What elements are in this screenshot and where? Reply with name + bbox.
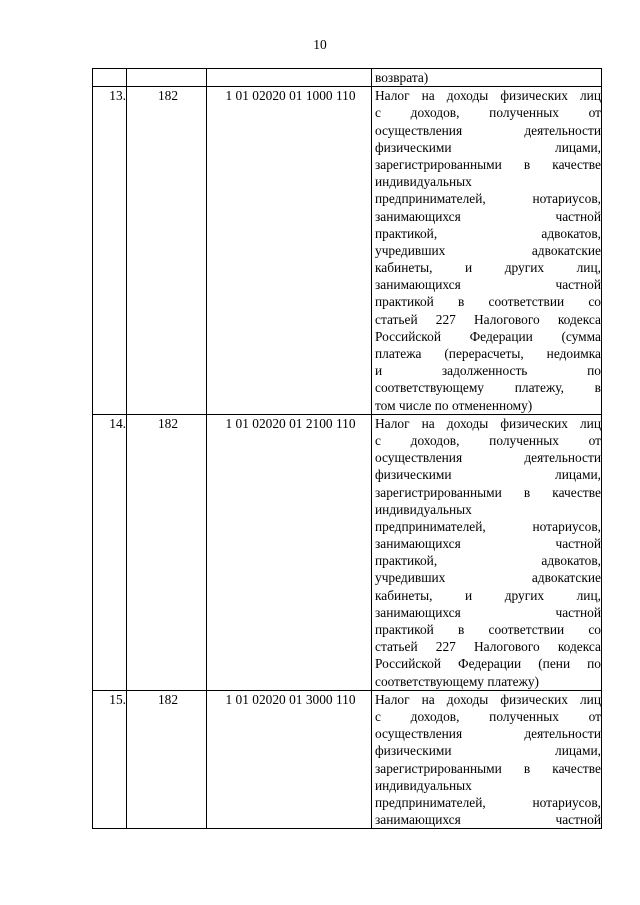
word: занимающихся [375,208,461,224]
word: со [588,622,601,637]
income-name-line [375,242,601,259]
word: качестве [552,156,601,172]
word: Федерации [469,328,533,344]
income-name-line [375,708,601,725]
cell-name [372,69,602,87]
word: физических [500,88,568,104]
income-name-line [375,655,601,672]
income-name-line [375,794,601,811]
word: предпринимателей, [375,518,486,534]
word: кодекса [557,311,601,327]
word: со [588,294,601,310]
justified-line [375,655,601,672]
word: 227 [435,311,456,327]
word: по [587,363,601,379]
income-name-line [375,122,601,139]
word: соответствующему [375,380,484,396]
word: (пени [538,656,571,672]
word: в [523,156,531,172]
word: на [421,88,435,104]
justified-line [375,259,601,276]
word: качестве [552,484,601,500]
income-name-line [375,87,601,104]
word: частной [555,536,601,552]
word: в [523,484,531,500]
justified-line [375,638,601,655]
word: в [458,294,465,310]
word: практикой, [375,225,438,241]
justified-line [375,345,601,362]
justified-line [375,621,601,638]
income-name-line [375,638,601,655]
word: от [588,708,601,724]
word: других [504,260,545,276]
income-name-line [375,484,601,501]
word: лиц [579,88,601,104]
justified-line [375,311,601,328]
word: физических [500,415,568,431]
cell-code [127,69,207,87]
justified-line [375,362,601,379]
justified-line [375,552,601,569]
word: адвокатские [531,242,601,258]
word: статьей [375,311,418,327]
word: лиц [579,691,601,707]
justified-line [375,208,601,225]
income-name-line: индивидуальных [375,174,472,190]
justified-line [375,518,601,535]
income-name-line [375,156,601,173]
word: с [375,708,381,724]
word: лицами, [555,743,601,759]
income-name-line [375,691,601,708]
word: зарегистрированными [375,156,502,172]
income-name-line: индивидуальных [375,501,472,517]
word: осуществления [375,726,463,742]
word: частной [555,604,601,620]
word: других [504,587,545,603]
income-name-line [375,259,601,276]
word: практикой [375,622,434,637]
income-name-line: том числе по отмененному) [375,397,533,413]
income-name-line [375,587,601,604]
income-name-line [375,760,601,777]
word: практикой [375,294,434,310]
word: платежа [375,346,422,361]
word: физическими [375,139,452,155]
word: в [594,380,601,396]
justified-line [375,379,601,396]
income-name-line [375,518,601,535]
word: и [465,260,473,276]
justified-line [375,604,601,621]
word: полученных [489,708,559,724]
income-name [372,87,602,415]
word: нотариусов, [532,794,601,810]
income-name-line [375,811,601,828]
word: физическими [375,743,452,759]
word: соответствии [488,622,565,637]
word: доходов, [410,708,460,724]
income-name-line [375,621,601,638]
word: платежу, [514,380,564,396]
income-name-line [375,604,601,621]
justified-line [375,811,601,828]
word: доходы [446,88,489,104]
income-name-line [375,293,601,310]
word: Федерации [457,656,522,672]
income-name-line [375,552,601,569]
word: частной [555,208,601,224]
word: в [458,622,465,637]
row-number: 14. [93,414,127,690]
word: от [588,105,601,121]
row-number: 13. [93,87,127,415]
word: 227 [435,639,456,655]
continuation-text: возврата) [375,70,429,85]
income-name-line [375,276,601,293]
word: кодекса [557,639,601,655]
justified-line [375,156,601,173]
word: качестве [552,760,601,776]
word: недоимка [546,346,601,361]
word: Налог [375,691,410,707]
income-name-line [375,190,601,207]
word: полученных [489,432,559,448]
justified-line [375,190,601,207]
administrator-code: 182 [127,414,207,690]
income-name-line [375,362,601,379]
word: Российской [375,656,441,672]
word: деятельности [524,726,601,742]
justified-line [375,794,601,811]
word: в [523,760,531,776]
income-name-line [375,328,601,345]
word: предпринимателей, [375,794,486,810]
word: адвокатские [531,570,601,586]
justified-line [375,742,601,759]
word: предпринимателей, [375,191,486,207]
word: на [421,691,435,707]
justified-line [375,87,601,104]
word: с [375,432,381,448]
word: задолженность [441,363,528,379]
word: учредивших [375,570,446,586]
word: лиц, [576,587,601,603]
cell-num [93,69,127,87]
word: от [588,432,601,448]
justified-line [375,535,601,552]
word: Налог [375,88,410,104]
income-name-line [375,449,601,466]
justified-line [375,293,601,310]
table-row [93,87,602,415]
word: кабинеты, [375,260,433,276]
word: деятельности [524,122,601,138]
word: нотариусов, [532,191,601,207]
justified-line [375,691,601,708]
justified-line [375,276,601,293]
cell-kbk [207,69,372,87]
word: осуществления [375,122,463,138]
justified-line [375,587,601,604]
word: деятельности [524,450,601,466]
word: доходы [446,691,489,707]
word: лиц, [576,260,601,276]
administrator-code: 182 [127,690,207,829]
word: занимающихся [375,812,461,828]
word: лицами, [555,467,601,483]
income-name-line [375,208,601,225]
word: на [421,415,435,431]
justified-line [375,466,601,483]
justified-line [375,484,601,501]
income-name-line [375,345,601,362]
justified-line [375,725,601,742]
income-name-line [375,742,601,759]
table-row [93,690,602,829]
word: занимающихся [375,277,461,293]
justified-line [375,139,601,156]
word: частной [555,812,601,828]
income-name-line: индивидуальных [375,777,472,793]
income-name-line [375,535,601,552]
word: по [587,656,601,672]
word: физическими [375,467,452,483]
word: доходы [446,415,489,431]
row-number: 15. [93,690,127,829]
justified-line [375,415,601,432]
income-name [372,690,602,829]
word: и [375,363,383,379]
income-name-line [375,725,601,742]
justified-line [375,569,601,586]
word: полученных [489,105,559,121]
word: (сумма [561,328,601,344]
justified-line [375,708,601,725]
word: Налог [375,415,410,431]
word: зарегистрированными [375,760,502,776]
word: Налогового [473,311,540,327]
table-row [93,414,602,690]
budget-classification-code: 1 01 02020 01 3000 110 [207,690,372,829]
word: соответствии [488,294,565,310]
justified-line [375,104,601,121]
word: адвокатов, [541,553,601,569]
income-name-line [375,432,601,449]
word: адвокатов, [541,225,601,241]
word: (перерасчеты, [444,346,524,361]
page-number: 10 [313,37,327,52]
word: занимающихся [375,604,461,620]
income-name-line [375,379,601,396]
word: осуществления [375,450,463,466]
word: Налогового [473,639,540,655]
word: учредивших [375,242,446,258]
word: практикой, [375,553,438,569]
justified-line [375,432,601,449]
word: с [375,105,381,121]
budget-classification-table [92,68,602,829]
income-name-line [375,311,601,328]
justified-line [375,328,601,345]
income-name-line [375,225,601,242]
word: статьей [375,639,418,655]
income-name-line [375,415,601,432]
word: зарегистрированными [375,484,502,500]
word: частной [555,277,601,293]
income-name-line: соответствующему платежу) [375,673,539,689]
income-name-line [375,104,601,121]
budget-classification-code: 1 01 02020 01 1000 110 [207,87,372,415]
word: лиц [579,415,601,431]
word: занимающихся [375,536,461,552]
word: кабинеты, [375,587,433,603]
income-name-line [375,139,601,156]
justified-line [375,122,601,139]
word: лицами, [555,139,601,155]
word: нотариусов, [532,518,601,534]
word: и [465,587,473,603]
justified-line [375,242,601,259]
justified-line [375,225,601,242]
word: физических [500,691,568,707]
word: доходов, [410,105,460,121]
income-name-line [375,569,601,586]
word: доходов, [410,432,460,448]
budget-classification-code: 1 01 02020 01 2100 110 [207,414,372,690]
table-row-continuation [93,69,602,87]
justified-line [375,449,601,466]
word: Российской [375,328,441,344]
income-name [372,414,602,690]
income-name-line [375,466,601,483]
administrator-code: 182 [127,87,207,415]
justified-line [375,760,601,777]
